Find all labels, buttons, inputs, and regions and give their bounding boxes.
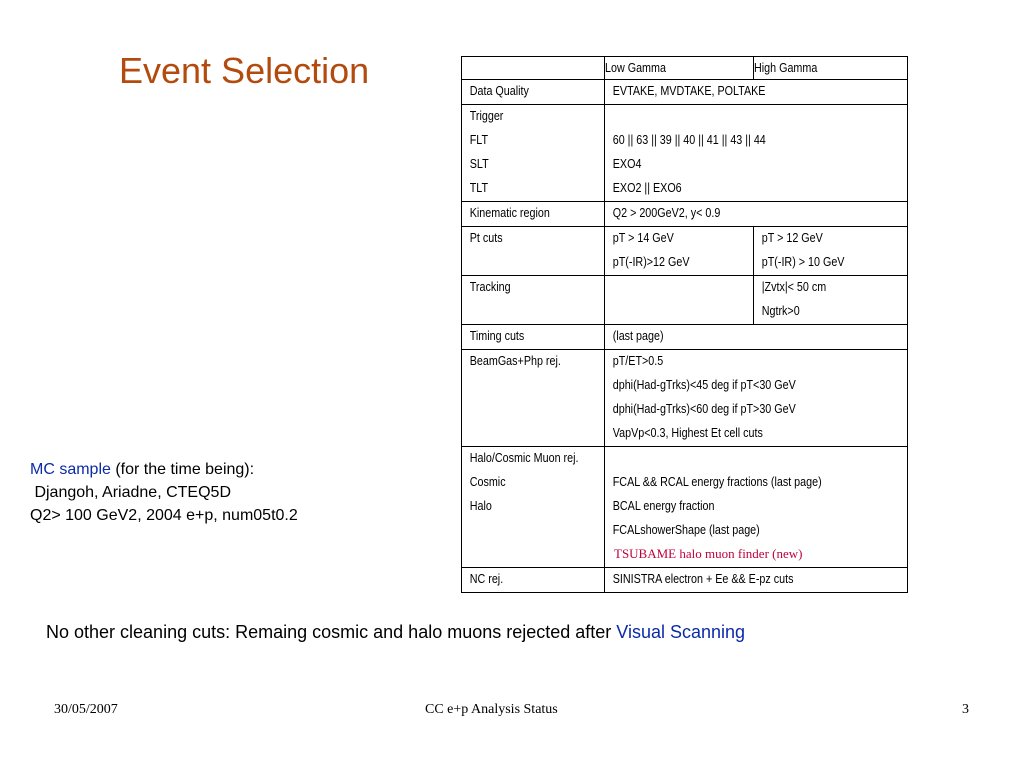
header-high-gamma: High Gamma bbox=[754, 57, 908, 80]
cell-line: Q2 > 200GeV2, y< 0.9 bbox=[612, 206, 721, 220]
cell-line: Data Quality bbox=[469, 84, 529, 98]
table-row-data-quality bbox=[462, 80, 908, 105]
cell-line: dphi(Had-gTrks)<45 deg if pT<30 GeV bbox=[612, 378, 796, 392]
cell-tracking-c3 bbox=[754, 276, 908, 325]
cell-line: Halo/Cosmic Muon rej. bbox=[469, 451, 579, 465]
table-header-row bbox=[462, 57, 908, 80]
cell-line bbox=[605, 105, 865, 129]
cell-trigger-c2 bbox=[605, 105, 908, 202]
cell-line bbox=[462, 543, 584, 567]
cell-line: (last page) bbox=[612, 329, 664, 343]
selection-table bbox=[461, 56, 908, 593]
cell-line bbox=[605, 447, 865, 471]
cell-line: Tracking bbox=[469, 280, 511, 294]
cell-line: Timing cuts bbox=[469, 329, 525, 343]
mc-sample-config: Q2> 100 GeV2, 2004 e+p, num05t0.2 bbox=[30, 507, 298, 524]
table-row-beamgas bbox=[462, 350, 908, 447]
cleaning-note bbox=[46, 622, 745, 643]
cell-beamgas-c2 bbox=[605, 350, 908, 447]
cell-timing-cuts-c1 bbox=[462, 325, 605, 350]
cell-line: pT/ET>0.5 bbox=[612, 354, 664, 368]
cell-line: NC rej. bbox=[469, 572, 504, 586]
cell-data-quality-c1 bbox=[462, 80, 605, 105]
cell-nc-rej-c1 bbox=[462, 568, 605, 593]
mc-sample-line1 bbox=[30, 458, 298, 481]
cell-line: Halo bbox=[469, 499, 492, 513]
slide-title: Event Selection bbox=[119, 50, 370, 91]
table-row-timing-cuts bbox=[462, 325, 908, 350]
footer-page-number: 3 bbox=[962, 702, 969, 717]
cell-line: |Zvtx|< 50 cm bbox=[761, 280, 827, 294]
cell-line: SINISTRA electron + Ee && E-pz cuts bbox=[612, 572, 794, 586]
cell-line bbox=[605, 300, 732, 324]
cell-line bbox=[462, 374, 584, 398]
cell-line bbox=[462, 300, 584, 324]
cell-kinematic-region-c2 bbox=[605, 202, 908, 227]
header-cell-blank bbox=[462, 57, 605, 80]
cell-beamgas-c1 bbox=[462, 350, 605, 447]
cell-kinematic-region-c1 bbox=[462, 202, 605, 227]
cell-trigger-c1 bbox=[462, 105, 605, 202]
cell-pt-cuts-c1 bbox=[462, 227, 605, 276]
cell-pt-cuts-c3 bbox=[754, 227, 908, 276]
cell-nc-rej-c2 bbox=[605, 568, 908, 593]
header-low-gamma: Low Gamma bbox=[605, 57, 754, 80]
cell-tracking-c2 bbox=[605, 276, 754, 325]
cell-line: pT(-IR) > 10 GeV bbox=[761, 255, 845, 269]
cell-line: VapVp<0.3, Highest Et cell cuts bbox=[612, 426, 763, 440]
cell-line: EXO2 || EXO6 bbox=[612, 181, 682, 195]
cell-timing-cuts-c2 bbox=[605, 325, 908, 350]
cell-data-quality-c2 bbox=[605, 80, 908, 105]
cell-line: TSUBAME halo muon finder (new) bbox=[614, 546, 803, 561]
cell-tracking-c1 bbox=[462, 276, 605, 325]
cell-line bbox=[605, 276, 732, 300]
cell-line bbox=[462, 251, 584, 275]
cell-line: FCAL && RCAL energy fractions (last page) bbox=[612, 475, 822, 489]
cell-line: BCAL energy fraction bbox=[612, 499, 715, 513]
table-row-pt-cuts bbox=[462, 227, 908, 276]
cell-pt-cuts-c2 bbox=[605, 227, 754, 276]
cell-line: FLT bbox=[469, 133, 489, 147]
cell-line: SLT bbox=[469, 157, 489, 171]
table-row-trigger bbox=[462, 105, 908, 202]
footer-title: CC e+p Analysis Status bbox=[425, 702, 558, 717]
footer-date: 30/05/2007 bbox=[54, 702, 118, 717]
cleaning-note-text: No other cleaning cuts: Remaing cosmic and halo muons rejected after bbox=[46, 622, 617, 642]
mc-sample-label: MC sample bbox=[30, 461, 111, 478]
cell-line: pT(-IR)>12 GeV bbox=[612, 255, 690, 269]
cell-line: pT > 12 GeV bbox=[761, 231, 823, 245]
cell-line: Pt cuts bbox=[469, 231, 503, 245]
cell-halo-cosmic-c1 bbox=[462, 447, 605, 568]
cell-line: pT > 14 GeV bbox=[612, 231, 674, 245]
cell-halo-cosmic-c2 bbox=[605, 447, 908, 568]
cell-line: TLT bbox=[469, 181, 489, 195]
cell-line bbox=[462, 519, 584, 543]
cell-line: Kinematic region bbox=[469, 206, 550, 220]
cell-line: Ngtrk>0 bbox=[761, 304, 800, 318]
cell-line bbox=[462, 422, 584, 446]
cell-line: FCALshowerShape (last page) bbox=[612, 523, 760, 537]
mc-sample-block bbox=[30, 458, 298, 527]
cleaning-note-highlight: Visual Scanning bbox=[616, 622, 746, 642]
table-row-nc-rej bbox=[462, 568, 908, 593]
table-row-halo-cosmic bbox=[462, 447, 908, 568]
mc-sample-generators: Djangoh, Ariadne, CTEQ5D bbox=[30, 484, 231, 501]
table-row-tracking bbox=[462, 276, 908, 325]
cell-line: EXO4 bbox=[612, 157, 642, 171]
table-row-kinematic-region bbox=[462, 202, 908, 227]
cell-line: dphi(Had-gTrks)<60 deg if pT>30 GeV bbox=[612, 402, 796, 416]
cell-line bbox=[462, 398, 584, 422]
cell-line: Trigger bbox=[469, 109, 504, 123]
cell-line: Cosmic bbox=[469, 475, 506, 489]
cell-line: EVTAKE, MVDTAKE, POLTAKE bbox=[612, 84, 766, 98]
cell-line: BeamGas+Php rej. bbox=[469, 354, 561, 368]
cell-line: 60 || 63 || 39 || 40 || 41 || 43 || 44 bbox=[612, 133, 766, 147]
mc-sample-label-rest: (for the time being): bbox=[110, 461, 255, 478]
